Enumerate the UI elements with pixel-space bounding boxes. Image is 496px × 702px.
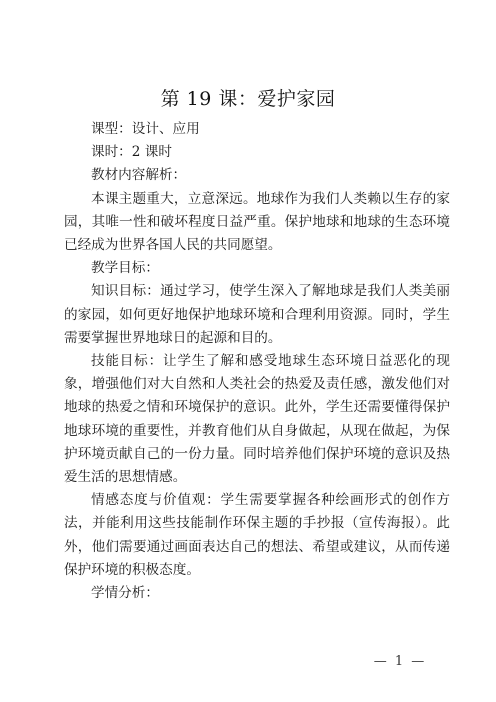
knowledge-goal-paragraph: 知识目标：通过学习，使学生深入了解地球是我们人类美丽的家园，如何更好地保护地球环境和合理利用资源。同时，学生需要掌握世界地球日的起源和目的。: [64, 283, 450, 346]
material-heading: 教材内容解析：: [91, 167, 187, 184]
lesson-title: 第 19 课：爱护家园: [160, 88, 336, 110]
lesson-hours: 课时：2 课时: [91, 144, 172, 161]
document-body: [64, 118, 450, 605]
analysis-heading: 学情分析：: [91, 585, 159, 602]
lesson-type: 课型：设计、应用: [91, 121, 200, 137]
material-paragraph: 本课主题重大，立意深远。地球作为我们人类赖以生存的家园，其唯一性和破坏程度日益严重。保护地球和地球的生态环境已经成为世界各国人民的共同愿望。: [64, 190, 450, 254]
page-number: — 1 —: [373, 654, 427, 669]
attitude-goal-paragraph: 情感态度与价值观：学生需要掌握各种绘画形式的创作方法，并能利用这些技能制作环保主题的手抄报（宣传海报）。此外，他们需要通过画面表达自己的想法、希望或建议，从而传递保护环境的积极态度。: [64, 492, 450, 578]
skill-goal-paragraph: 技能目标：让学生了解和感受地球生态环境日益恶化的现象，增强他们对大自然和人类社会的热爱及责任感，激发他们对地球的热爱之情和环境保护的意识。此外，学生还需要懂得保护地球环境的重要性，并教育他们从自身做起，从现在做起，为保护环境贡献自己的一份力量。同时培养他们保护环境的意识及热爱生活的思想情感。: [64, 353, 450, 486]
goals-heading: 教学目标：: [91, 260, 159, 277]
